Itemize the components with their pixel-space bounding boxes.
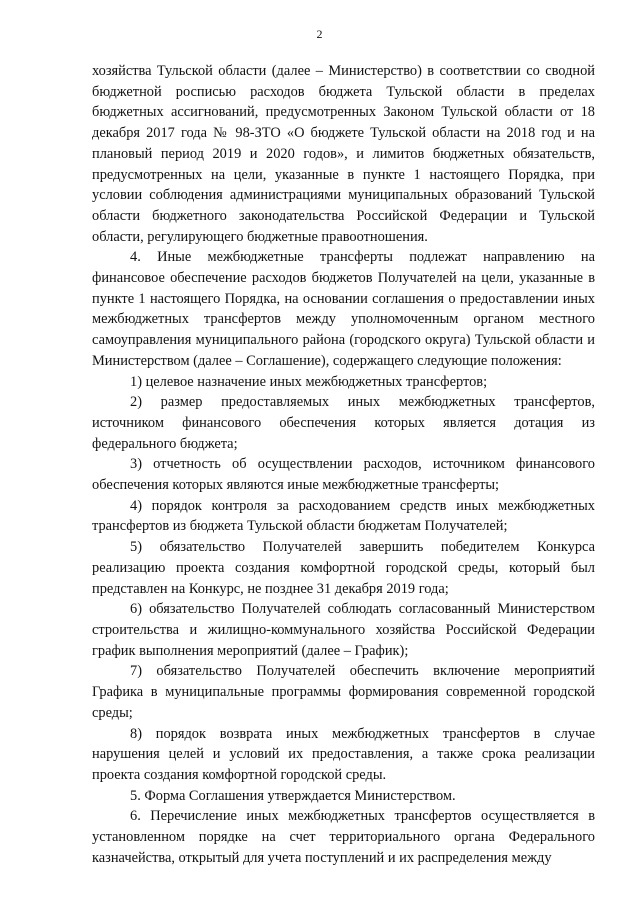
list-item-8: 8) порядок возврата иных межбюджетных трансфертов в случае нарушения целей и условий их предоставления, а также срока реализации проекта создания комфортной городской среды. xyxy=(92,725,595,783)
page-number: 2 xyxy=(316,27,323,41)
paragraph-1: хозяйства Тульской области (далее – Министерство) в соответствии со сводной бюджетной росписью расходов бюджета Тульской области в пределах бюджетных ассигнований, предусмотренных Законом Тульской области от 18 декабря 2017 года № 98-ЗТО «О бюджете Тульской области на 2018 год и на плановый период 2019 и 2020 годов», и лимитов бюджетных обязательств, предусмотренных на цели, указанные в пункте 1 настоящего Порядка, при условии соблюдения администрациями муниципальных образований Тульской области бюджетного законодательства Российской Федерации и Тульской области, регулирующего бюджетные правоотношения. xyxy=(92,63,595,245)
list-item-5: 5) обязательство Получателей завершить победителем Конкурса реализацию проекта создания комфортной городской среды, который был представлен на Конкурс, не позднее 31 декабря 2019 года; xyxy=(92,539,595,597)
list-item-4: 4) порядок контроля за расходованием средств иных межбюджетных трансфертов из бюджета Тульской области бюджетам Получателей; xyxy=(92,497,595,535)
document-body xyxy=(92,61,595,868)
list-item-2: 2) размер предоставляемых иных межбюджетных трансфертов, источником финансового обеспечения которых является дотация из федерального бюджета; xyxy=(92,394,595,452)
paragraph-item-5: 5. Форма Соглашения утверждается Министерством. xyxy=(130,787,456,804)
list-item-7: 7) обязательство Получателей обеспечить включение мероприятий Графика в муниципальные программы формирования современной городской среды; xyxy=(92,663,595,721)
list-item-6: 6) обязательство Получателей соблюдать согласованный Министерством строительства и жилищно-коммунального хозяйства Российской Федерации график выполнения мероприятий (далее – График); xyxy=(92,601,595,659)
paragraph-item-6: 6. Перечисление иных межбюджетных трансфертов осуществляется в установленном порядке на счет территориального органа Федерального казначейства, открытый для учета поступлений и их распределения между xyxy=(92,808,595,866)
paragraph-item-4: 4. Иные межбюджетные трансферты подлежат направлению на финансовое обеспечение расходов бюджетов Получателей на цели, указанные в пункте 1 настоящего Порядка, на основании соглашения о предоставлении иных межбюджетных трансфертов между уполномоченным органом местного самоуправления муниципального района (городского округа) Тульской области и Министерством (далее – Соглашение), содержащего следующие положения: xyxy=(92,249,595,369)
list-item-1: 1) целевое назначение иных межбюджетных трансфертов; xyxy=(130,373,488,390)
list-item-3: 3) отчетность об осуществлении расходов, источником финансового обеспечения которых являются иные межбюджетные трансферты; xyxy=(92,456,595,494)
